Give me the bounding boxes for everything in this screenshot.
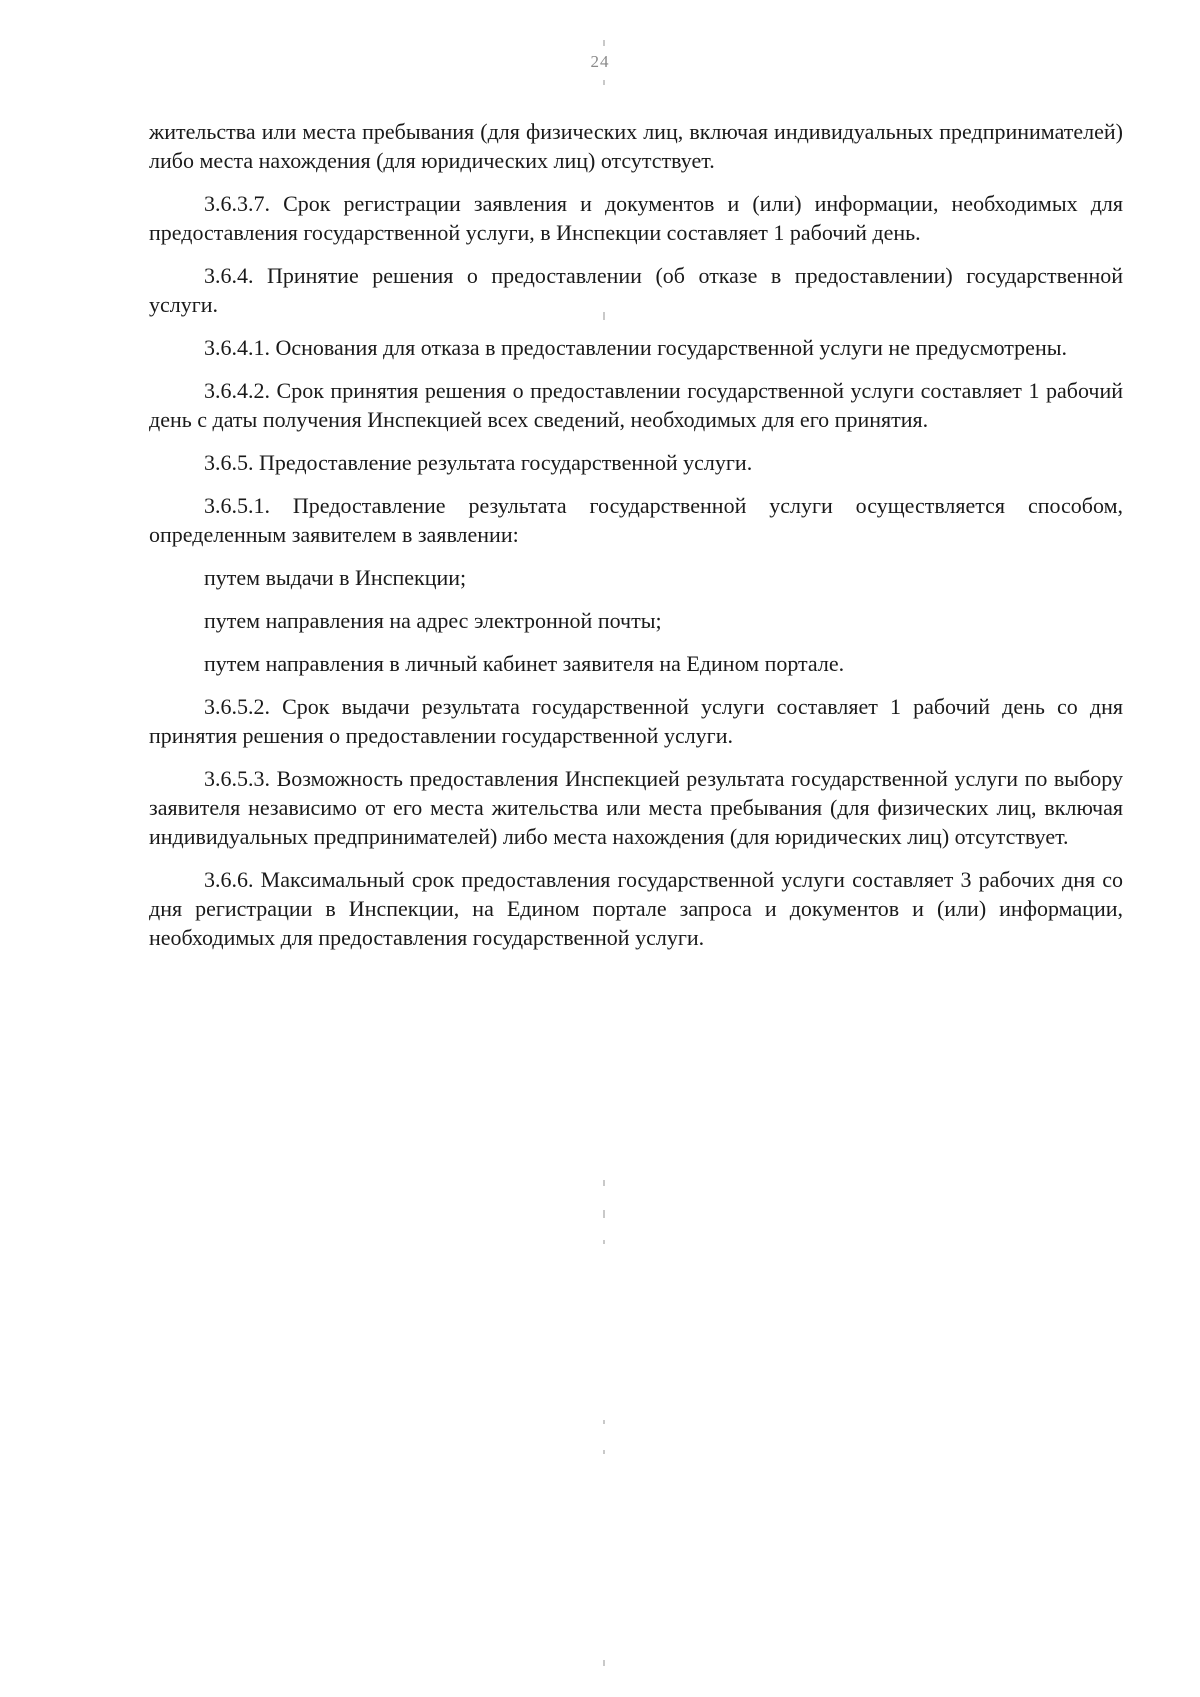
scan-speck bbox=[603, 1660, 605, 1666]
paragraph-3-6-5-1: 3.6.5.1. Предоставление результата государственной услуги осуществляется способом, определенным заявителем в заявлении: bbox=[149, 493, 1123, 547]
paragraph-3-6-4: 3.6.4. Принятие решения о предоставлении (об отказе в предоставлении) государственной услуги. bbox=[149, 263, 1123, 317]
scan-speck bbox=[603, 40, 605, 46]
paragraph-3-6-4-2: 3.6.4.2. Срок принятия решения о предоставлении государственной услуги составляет 1 рабочий день с даты получения Инспекцией всех сведений, необходимых для его принятия. bbox=[149, 378, 1123, 432]
paragraph-3-6-5: 3.6.5. Предоставление результата государственной услуги. bbox=[204, 450, 753, 475]
paragraph-continuation: жительства или места пребывания (для физических лиц, включая индивидуальных предпринимателей) либо места нахождения (для юридических лиц) отсутствует. bbox=[149, 119, 1123, 173]
scan-speck bbox=[603, 80, 605, 85]
paragraph-3-6-4-1: 3.6.4.1. Основания для отказа в предоставлении государственной услуги не предусмотрены. bbox=[204, 335, 1068, 360]
paragraph-3-6-5-2: 3.6.5.2. Срок выдачи результата государственной услуги составляет 1 рабочий день со дня принятия решения о предоставлении государственной услуги. bbox=[149, 694, 1123, 748]
list-item-issue-in-inspection: путем выдачи в Инспекции; bbox=[204, 565, 467, 590]
paragraph-3-6-3-7: 3.6.3.7. Срок регистрации заявления и документов и (или) информации, необходимых для предоставления государственной услуги, в Инспекции составляет 1 рабочий день. bbox=[149, 191, 1123, 245]
page-number: 24 bbox=[590, 52, 610, 71]
paragraph-3-6-6: 3.6.6. Максимальный срок предоставления государственной услуги составляет 3 рабочих дня со дня регистрации в Инспекции, на Едином портале запроса и документов и (или) информации, необходимых для предоставления государственной услуги. bbox=[149, 867, 1123, 950]
scan-speck bbox=[603, 1210, 605, 1218]
scan-speck bbox=[603, 1240, 605, 1244]
scan-speck bbox=[603, 1450, 605, 1454]
scan-speck bbox=[603, 1420, 605, 1424]
paragraph-3-6-5-3: 3.6.5.3. Возможность предоставления Инспекцией результата государственной услуги по выбору заявителя независимо от его места жительства или места пребывания (для физических лиц, включая индивидуальных предпринимателей) либо места нахождения (для юридических лиц) отсутствует. bbox=[149, 766, 1123, 849]
list-item-portal-cabinet: путем направления в личный кабинет заявителя на Едином портале. bbox=[204, 651, 845, 676]
list-item-email: путем направления на адрес электронной почты; bbox=[204, 608, 662, 633]
scan-speck bbox=[603, 1180, 605, 1186]
document-body bbox=[149, 117, 1123, 966]
